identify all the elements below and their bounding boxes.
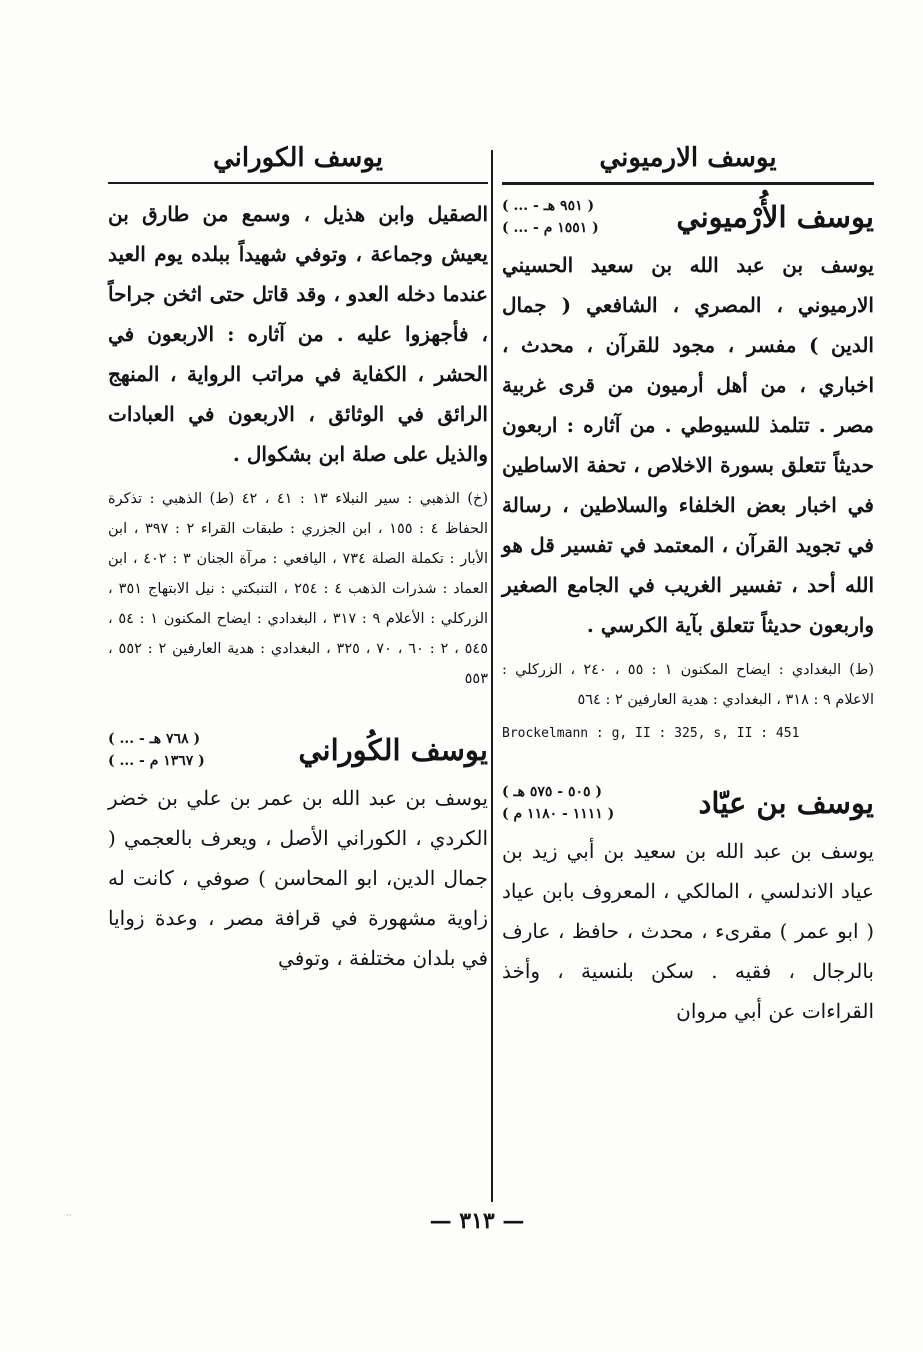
entry-references: (ط) البغدادي : ايضاح المكنون ١ : ٥٥ ، ٢٤٠ ، الزركلي : الاعلام ٩ : ٣١٨ ، البغدادي : هدية العارفين ٢ : ٥٦٤ — [502, 662, 875, 708]
scan-speck: ·· — [66, 1211, 72, 1221]
dates-hijri: ( ... - ٧٦٨ هـ ) — [108, 731, 201, 747]
entry-body: يوسف بن عبد الله بن سعيد الحسيني الارميوني ، المصري ، الشافعي ( جمال الدين ) مفسر ، مجود للقرآن ، محدث ، اخباري ، من أهل أرميون من قرى غربية مصر . تتلمذ للسيوطي . من آثاره : اربعون حديثاً تتعلق بسورة الاخلاص ، تحفة الاساطين في اخبار بعض الخلفاء والسلاطين ، رسالة في تجويد القرآن ، المعتمد في تفسير قل هو الله أحد ، تفسير الغريب في الجامع الصغير واربعون حديثاً تتعلق بآية الكرسي . — [502, 253, 874, 637]
dates-gregorian: ( ... - ١٥٥١ م ) — [502, 220, 599, 236]
header-rule — [108, 182, 488, 184]
right-column-header: يوسف الارميوني — [599, 143, 777, 173]
latin-reference: Brockelmann : g, II : 325, s, II : 451 — [502, 726, 800, 741]
entry-continuation: الصقيل وابن هذيل ، وسمع من طارق بن يعيش وجماعة ، وتوفي شهيداً ببلده يوم العيد عندما دخله العدو ، وقد قاتل حتى اثخن جراحاً ، فأجهزوا عليه . من آثاره : الاربعون في الحشر ، الكفاية في مراتب الرواية ، المنهج الرائق في الوثائق ، الاربعون في العبادات والذيل على صلة ابن بشكوال . — [108, 202, 488, 466]
entry-heading — [502, 781, 874, 825]
dates-gregorian: ( ١١١١ - ١١٨٠ م ) — [502, 806, 615, 822]
entry-name: يوسف الأُرْميوني — [676, 200, 874, 234]
entry-heading — [502, 195, 874, 239]
page-number: — ٣١٣ — — [429, 1208, 525, 1234]
entry-references: (خ) الذهبي : سير النبلاء ١٣ : ٤١ ، ٤٢ (ط) الذهبي : تذكرة الحفاظ ٤ : ١٥٥ ، ابن الجزري : طبقات القراء ٢ : ٣٩٧ ، ابن الأبار : تكملة الصلة ٧٣٤ ، اليافعي : مرآة الجنان ٣ : ٤٠٢ ، ابن العماد : شذرات الذهب ٤ : ٢٥٤ ، التنبكتي : نيل الابتهاج ٣٥١ ، الزركلي : الأعلام ٩ : ٣١٧ ، البغدادي : ايضاح المكنون ١ : ٥٤ ، ٥٤٥ ، ٢ : ٦٠ ، ٧٠ ، ٣٢٥ ، البغدادي : هدية العارفين ٢ : ٥٥٢ ، ٥٥٣ — [108, 491, 489, 687]
left-column-header: يوسف الكوراني — [212, 143, 384, 173]
dates-hijri: ( ... - ٩٥١ هـ ) — [502, 198, 595, 214]
entry-dates — [108, 728, 205, 772]
header-rule — [502, 182, 874, 185]
dates-gregorian: ( ... - ١٣٦٧ م ) — [108, 753, 205, 769]
entry-name: يوسف بن عيّاد — [698, 786, 874, 820]
left-column — [108, 140, 488, 978]
right-column — [502, 140, 874, 1031]
entry-name: يوسف الكُوراني — [298, 733, 488, 767]
entry-dates — [502, 195, 599, 239]
column-divider — [491, 150, 493, 1202]
dates-hijri: ( ٥٠٥ - ٥٧٥ هـ ) — [502, 784, 603, 800]
entry-body: يوسف بن عبد الله بن سعيد بن أبي زيد بن عياد الاندلسي ، المالكي ، المعروف بابن عياد ( ابو عمر ) مقرىء ، محدث ، حافظ ، عارف بالرجال ، فقيه . سكن بلنسية ، وأخذ القراءات عن أبي مروان — [502, 839, 874, 1023]
entry-body: يوسف بن عبد الله بن عمر بن علي بن خضر الكردي ، الكوراني الأصل ، ويعرف بالعجمي ( جمال الدين، ابو المحاسن ) صوفي ، كانت له زاوية مشهورة في قرافة مصر ، وعدة زوايا في بلدان مختلفة ، وتوفي — [108, 786, 488, 970]
entry-dates — [502, 781, 614, 825]
entry-heading — [108, 728, 488, 772]
